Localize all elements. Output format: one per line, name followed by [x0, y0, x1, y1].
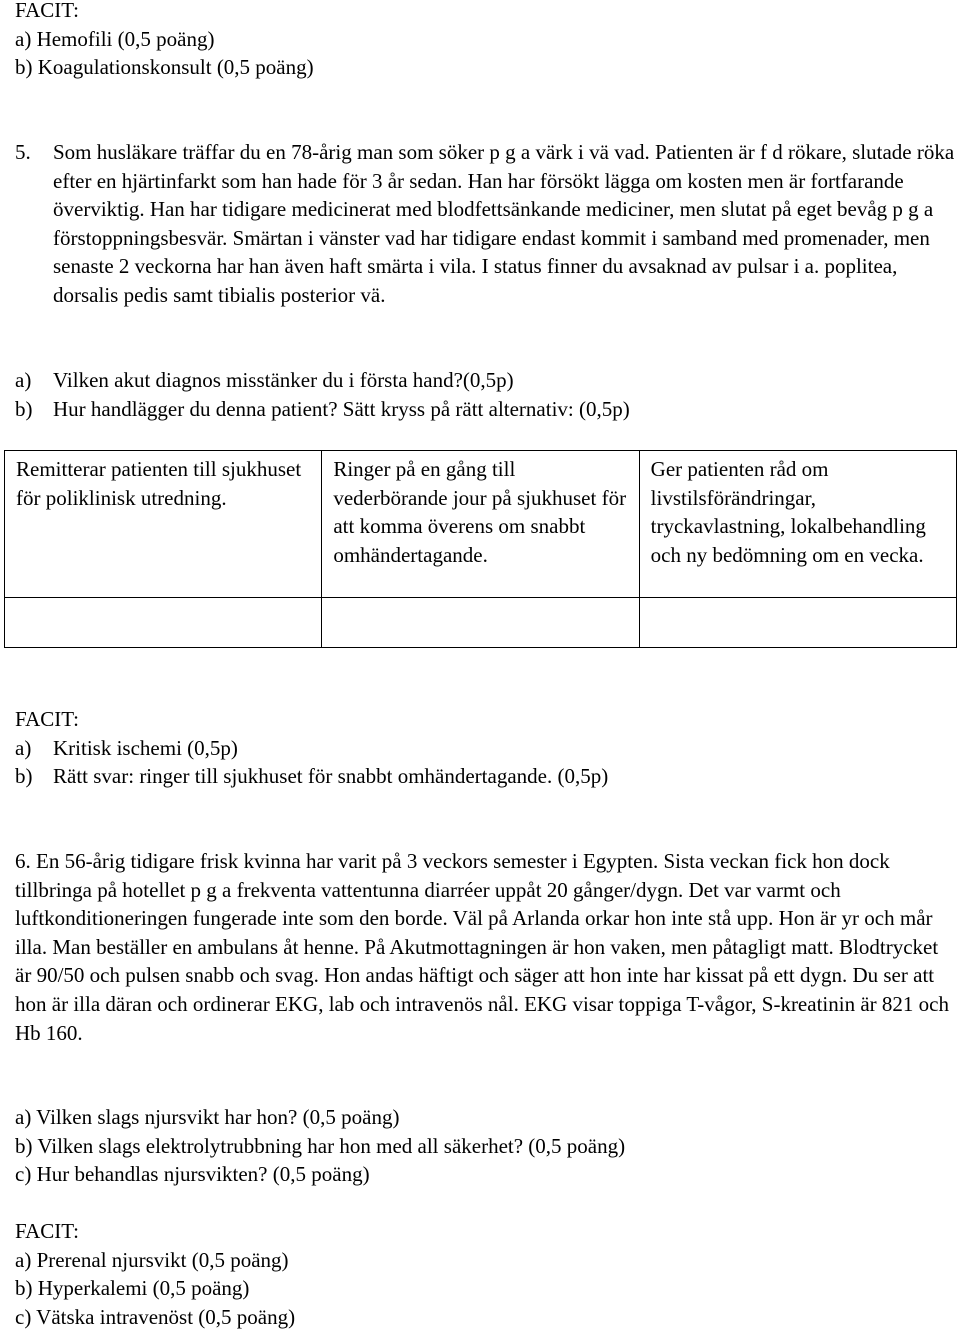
question-6	[15, 847, 950, 1047]
facit-4-section	[15, 0, 955, 82]
option-text: Ringer på en gång till vederbörande jour på sjukhuset för att komma överens om snabbt omhändertagande.	[322, 451, 639, 598]
facit-answer-a: a) Kritisk ischemi (0,5p)	[15, 735, 238, 760]
facit-answer-b: b) Rätt svar: ringer till sjukhuset för snabbt omhändertagande. (0,5p)	[15, 764, 609, 789]
subquestion-b: b) Hur handlägger du denna patient? Sätt kryss på rätt alternativ: (0,5p)	[15, 396, 630, 421]
facit-answer-b: b) Hyperkalemi (0,5 poäng)	[15, 1276, 250, 1301]
question-6-text: 6. En 56-årig tidigare frisk kvinna har varit på 3 veckors semester i Egypten. Sista veckan fick hon dock tillbringa på hotellet p g a frekventa vattentunna diarréer uppåt 20 gånger/dygn. Det var varmt och luftkonditioneringen fungerade inte som den borde. Väl på Arlanda orkar hon inte stå upp. Hon är yr och mår illa. Man beställer en ambulans åt henne. På Akutmottagningen är hon vaken, men påtagligt matt. Blodtrycket är 90/50 och pulsen snabb och svag. Hon andas häftigt och säger att hon inte har kissat på ett dygn. Du ser att hon är illa däran och ordinerar EKG, lab och intravenös nål. EKG visar toppiga T-vågor, S-kreatinin är 821 och Hb 160.	[15, 849, 949, 1045]
facit-6-section	[15, 1217, 955, 1331]
facit-heading: FACIT:	[15, 707, 79, 731]
question-body: Som husläkare träffar du en 78-årig man som söker p g a värk i vä vad. Patienten är f d rökare, slutade röka efter en hjärtinfarkt som han hade för 3 år sedan. Han har försökt lägga om kosten men är fortfarande överviktig. Han har tidigare medicinerat med blodfettsänkande mediciner, men slutat på eget bevåg p g a förstoppningsbesvär. Smärtan i vänster vad har tidigare endast kommit i samband med promenader, men senaste 2 veckorna har han även haft smärta i vila. I status finner du avsaknad av pulsar i a. poplitea, dorsalis pedis samt tibialis posterior vä.	[53, 140, 955, 307]
facit-answer-a: a) Prerenal njursvikt (0,5 poäng)	[15, 1247, 289, 1272]
checkbox-cell-lifestyle-advice[interactable]	[639, 598, 956, 648]
question-5-subquestions	[15, 366, 955, 423]
facit-answer-c: c) Vätska intravenöst (0,5 poäng)	[15, 1304, 296, 1329]
option-text: Ger patienten råd om livstilsförändringar, tryckavlastning, lokalbehandling och ny bedömning om en vecka.	[639, 451, 956, 598]
facit-answer-b: b) Koagulationskonsult (0,5 poäng)	[15, 55, 314, 80]
subquestion-c: c) Hur behandlas njursvikten? (0,5 poäng)	[15, 1162, 370, 1187]
question-6-subquestions	[15, 1103, 955, 1189]
checkbox-cell-call-hospital[interactable]	[322, 598, 639, 648]
facit-heading: FACIT:	[15, 0, 79, 22]
facit-5-section	[15, 705, 955, 791]
answer-options-table	[4, 450, 957, 648]
facit-heading: FACIT:	[15, 1219, 79, 1243]
question-5	[15, 138, 960, 310]
checkbox-cell-remit[interactable]	[5, 598, 322, 648]
subquestion-a: a) Vilken akut diagnos misstänker du i första hand?(0,5p)	[15, 368, 514, 392]
facit-answer-a: a) Hemofili (0,5 poäng)	[15, 26, 215, 51]
option-text: Remitterar patienten till sjukhuset för poliklinisk utredning.	[5, 451, 322, 598]
subquestion-a: a) Vilken slags njursvikt har hon? (0,5 poäng)	[15, 1105, 400, 1129]
question-5-text	[15, 138, 960, 310]
subquestion-b: b) Vilken slags elektrolytrubbning har hon med all säkerhet? (0,5 poäng)	[15, 1133, 626, 1158]
question-number: 5.	[15, 140, 31, 164]
